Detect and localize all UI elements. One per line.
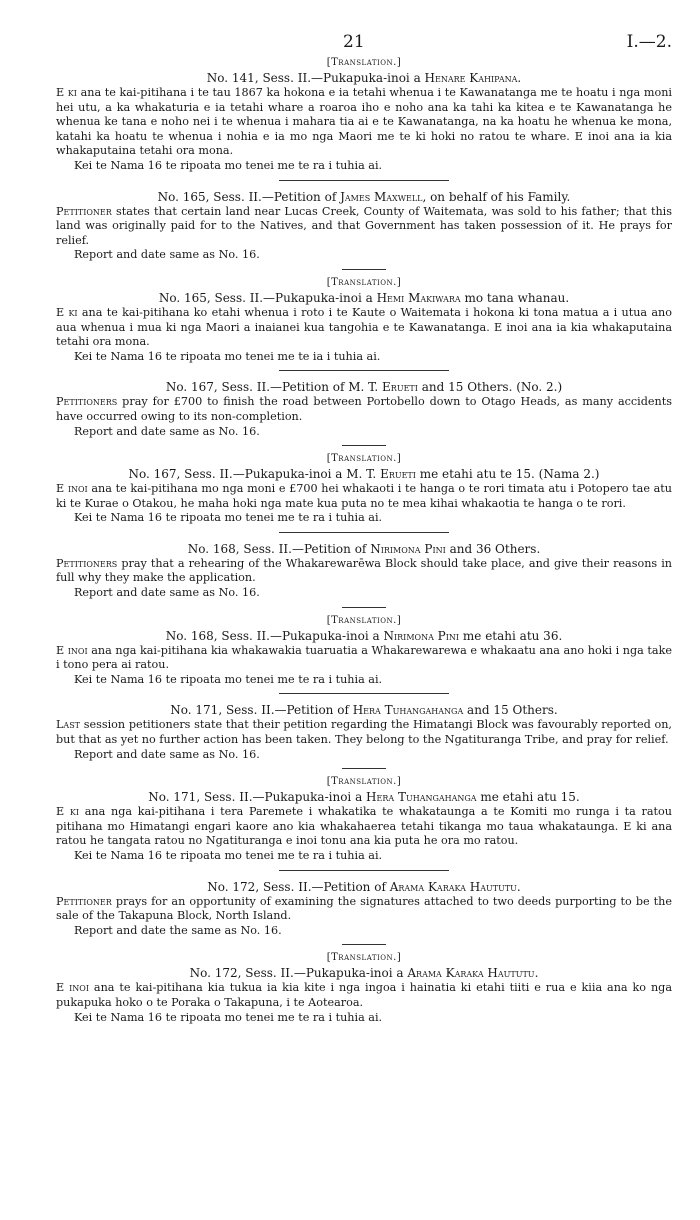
report-note: Kei te Nama 16 te ripoata mo tenei me te ra i tuhia ai. [74, 511, 383, 525]
petitioner-name: Nirimona Pini [383, 628, 460, 643]
entry-body [56, 895, 672, 924]
title-prefix: No. 141, Sess. II.—Pukapuka-inoi a [206, 71, 425, 85]
petition-entry [56, 189, 672, 263]
section-divider [279, 870, 449, 871]
entry-body [56, 86, 672, 159]
entry-title [56, 70, 672, 86]
entry-body [56, 482, 672, 511]
entry-lead-word: Petitioners [56, 556, 118, 570]
section-divider [279, 693, 449, 694]
entry-body-text: ana te kai-pitihana ko etahi whenua i roto i te Kaute o Waitemata i hokona ki tona matua a i utua ano aua whenua i mua ki nga Maori a inaianei kua tangohia e te Kawanatanga. E inoi ana ia kia whakaputaina tetahi ora mona. [56, 305, 672, 349]
title-prefix: No. 171, Sess. II.—Pukapuka-inoi a [148, 790, 367, 805]
entry-body-text: pray that a rehearing of the Whakarewarēwa Block should take place, and give their reasons in full why they make the application. [56, 556, 672, 585]
entry-body [56, 981, 672, 1010]
translation-entry [56, 614, 672, 688]
title-prefix: No. 167, Sess. II.—Petition of M. T. [165, 380, 383, 395]
entry-lead-word: E ki [56, 86, 77, 99]
entry-lead-word: Petitioner [56, 894, 112, 908]
report-note: Kei te Nama 16 te ripoata mo tenei me te ra i tuhia ai. [74, 158, 383, 172]
section-divider [342, 768, 386, 769]
section-divider [279, 532, 449, 533]
petition-entry [56, 541, 672, 601]
petitioner-name: Nirimona Pini [370, 541, 446, 556]
entry-title [56, 702, 672, 718]
entry-body-text: ana te kai-pitihana mo nga moni e £700 hei whakaoti i te hanga o te rori timata atu i Potopero tae atu ki te Kurae o Otakou, he maha hoki nga mate kua puta no te mea kihai whakaotia te hanga o te rori. [56, 482, 672, 510]
entry-body [56, 718, 672, 747]
entry-title [56, 379, 672, 395]
translation-label: [Translation.] [326, 276, 402, 288]
title-prefix: No. 165, Sess. II.—Pukapuka-inoi a [158, 290, 377, 305]
entry-lead-word: E inoi [56, 643, 88, 657]
translation-label: [Translation.] [326, 57, 402, 68]
entry-lead-word: Petitioner [56, 204, 112, 218]
report-note: Kei te Nama 16 te ripoata mo tenei me te ia i tuhia ai. [74, 349, 381, 363]
title-prefix: No. 171, Sess. II.—Petition of [170, 703, 353, 718]
petition-entry [56, 702, 672, 762]
petitioner-name: Henare Kahipana [424, 71, 518, 85]
section-divider [342, 269, 386, 270]
entry-lead-word: E ki [56, 305, 78, 319]
entry-body-text: ana te kai-pitihana i te tau 1867 ka hokona e ia tetahi whenua i te Kawanatanga me te hoatu i nga moni hei utu, a ka whakaturia e ia tetahi whare a roaroa iho e noho ana ka tahi ka kitea e te Kawanatanga he whenua ke tana e noho nei i te whenua i mahara tia ai e te Kawanatanga, na ka hoatu he whenua ke mona, katahi ka hoatu te whenua i nohia e ia mo nga Maori me te ki hoki no ratou te whare. E inoi ana ia kia whakaputaina tetahi ora mona. [56, 86, 672, 158]
petition-entry [56, 379, 672, 439]
entry-body [56, 644, 672, 673]
entry-body [56, 805, 672, 849]
title-suffix: and 36 Others. [445, 541, 541, 556]
entry-body-text: prays for an opportunity of examining the signatures attached to two deeds purporting to be the sale of the Takapuna Block, North Island. [56, 894, 672, 923]
title-suffix: and 15 Others. [463, 703, 558, 718]
petitioner-name: Arama Karaka Haututu [389, 879, 517, 894]
entry-lead-word: E inoi [56, 981, 89, 995]
title-suffix: . [517, 71, 522, 85]
title-prefix: No. 172, Sess. II.—Pukapuka-inoi a [189, 966, 408, 981]
report-note: Report and date same as No. 16. [74, 248, 260, 262]
title-suffix: mo tana whanau. [460, 290, 570, 305]
entry-title [56, 879, 672, 895]
document-reference: I.—2. [626, 32, 672, 52]
page-number: 21 [343, 32, 365, 52]
entry-body [56, 205, 672, 249]
entry-body [56, 395, 672, 424]
report-note: Kei te Nama 16 te ripoata mo tenei me te ra i tuhia ai. [74, 849, 383, 862]
entry-lead-word: E inoi [56, 482, 88, 496]
entry-body-text: ana nga kai-pitihana i tera Paremete i whakatika te whakataunga a te Komiti mo runga i ta ratou pitihana mo Himatangi engari kaore ano kia whakahaerea tetahi tikanga mo taua whakataunga. E ki ana ratou he tangata ratou no Ngatituranga e inoi tonu ana kia puta he ora mo ratou. [56, 805, 672, 848]
entry-lead-word: Last [56, 718, 81, 732]
entry-title [56, 189, 672, 205]
petitioner-name: Hera Tuhangahanga [366, 790, 477, 805]
title-suffix: me etahi atu te 15. (Nama 2.) [415, 467, 600, 482]
entry-body-text: ana te kai-pitihana kia tukua ia kia kite i nga ingoa i hainatia ki etahi tiiti e rua e kiia ana ko nga pukapuka hoko o te Poraka o Takapuna, i te Aotearoa. [56, 981, 672, 1009]
translation-entry [56, 56, 672, 174]
title-suffix: me etahi atu 36. [459, 628, 563, 643]
translation-label: [Translation.] [326, 776, 402, 788]
petitioner-name: Hera Tuhangahanga [352, 703, 464, 718]
entry-lead-word: E ki [56, 805, 80, 819]
petition-entry [56, 879, 672, 939]
petitioner-name: Erueti [380, 467, 416, 482]
section-divider [342, 944, 386, 945]
translation-entry [56, 775, 672, 863]
title-prefix: No. 168, Sess. II.—Petition of [187, 541, 371, 556]
entry-lead-word: Petitioners [56, 395, 118, 409]
report-note: Kei te Nama 16 te ripoata mo tenei me te ra i tuhia ai. [74, 672, 383, 686]
report-note: Report and date the same as No. 16. [74, 923, 282, 937]
entry-title [56, 466, 672, 482]
section-divider [279, 370, 449, 371]
entry-body [56, 306, 672, 350]
entry-body-text: pray for £700 to finish the road between Portobello down to Otago Heads, as many accidents have occurred owing to its non-completion. [56, 395, 672, 423]
title-prefix: No. 172, Sess. II.—Petition of [207, 879, 390, 894]
report-note: Report and date same as No. 16. [74, 747, 260, 761]
report-note: Report and date same as No. 16. [74, 586, 260, 600]
title-suffix: . [516, 879, 521, 894]
report-note: Kei te Nama 16 te ripoata mo tenei me te ra i tuhia ai. [74, 1010, 383, 1024]
entry-title [56, 789, 672, 805]
petitioner-name: Hemi Makiwara [376, 290, 461, 305]
petitioner-name: James Maxwell [340, 189, 423, 204]
entry-title [56, 541, 672, 557]
translation-label: [Translation.] [326, 614, 402, 626]
entry-body [56, 557, 672, 586]
entry-title [56, 290, 672, 306]
entry-body-text: states that certain land near Lucas Creek, County of Waitemata, was sold to his father; that this land was originally paid for to the Natives, and that Government has taken possession of it. He prays for relief. [56, 204, 672, 247]
title-prefix: No. 165, Sess. II.—Petition of [157, 189, 341, 204]
title-suffix: me etahi atu 15. [476, 790, 580, 805]
title-suffix: and 15 Others. (No. 2.) [417, 380, 563, 395]
entry-title [56, 965, 672, 981]
translation-entry [56, 951, 672, 1025]
petitioner-name: Arama Karaka Haututu [407, 966, 535, 981]
title-suffix: , on behalf of his Family. [422, 189, 571, 204]
section-divider [342, 607, 386, 608]
translation-label: [Translation.] [326, 453, 402, 465]
translation-entry [56, 452, 672, 526]
translation-entry [56, 276, 672, 364]
title-prefix: No. 167, Sess. II.—Pukapuka-inoi a M. T. [128, 467, 381, 482]
petitioner-name: Erueti [382, 380, 418, 395]
report-note: Report and date same as No. 16. [74, 424, 260, 438]
entry-body-text: ana nga kai-pitihana kia whakawakia tuaruatia a Whakarewarewa e whakaatu ana ano hoki i nga take i tono pera ai ratou. [56, 643, 672, 672]
translation-label: [Translation.] [326, 952, 402, 964]
title-prefix: No. 168, Sess. II.—Pukapuka-inoi a [165, 628, 384, 643]
title-suffix: . [534, 966, 539, 981]
entry-title [56, 628, 672, 644]
section-divider [342, 445, 386, 446]
entry-body-text: session petitioners state that their petition regarding the Himatangi Block was favourably reported on, but that as yet no further action has been taken. They belong to the Ngatituranga Tribe, and pray for relief. [56, 718, 672, 747]
petition-list [56, 56, 672, 1025]
section-divider [279, 180, 449, 181]
page-header [56, 30, 672, 56]
document-page [56, 30, 672, 1025]
